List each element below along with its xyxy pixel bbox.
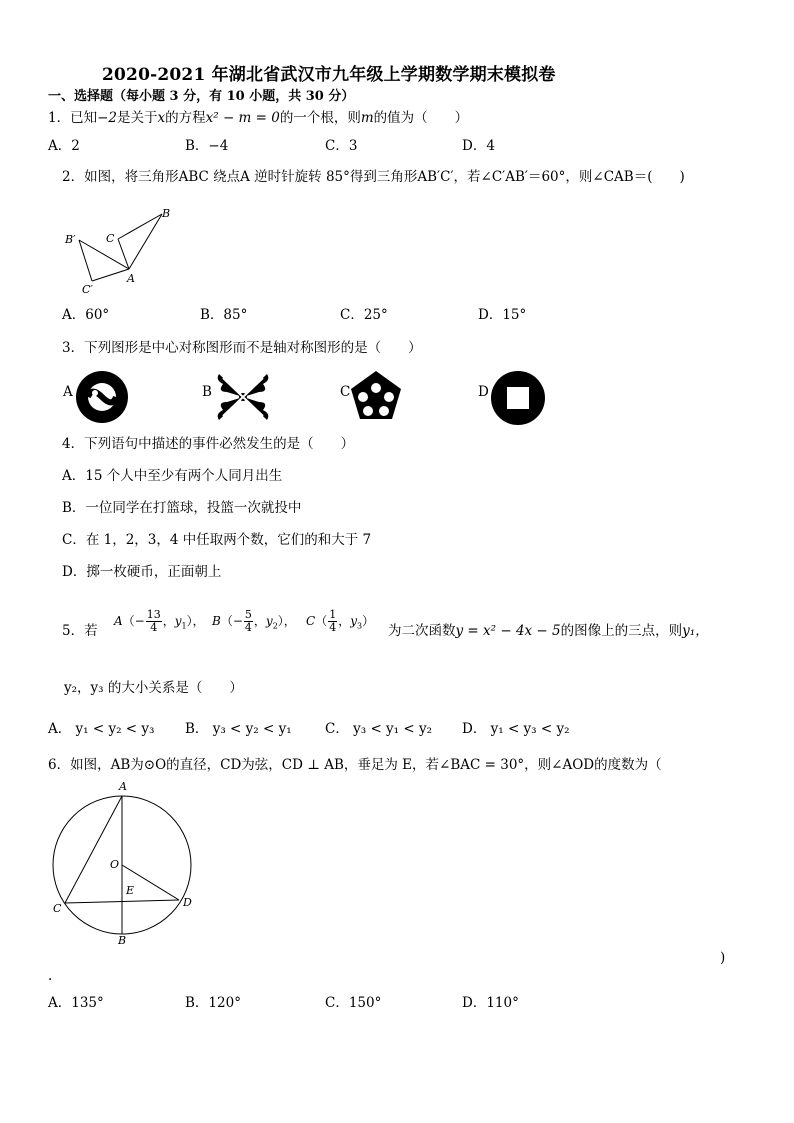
q5-point-b: B（− $\frac{5}{4}$ ，$y_2$）， <box>212 608 296 634</box>
q5-function: y = x² − 4x − 5 <box>455 623 561 639</box>
q2-option-d: D．15° <box>478 307 527 323</box>
q5-c-den: 4 <box>329 621 337 634</box>
q5-c-num: 1 <box>329 608 337 621</box>
q2-option-b: B．85° <box>200 307 248 323</box>
q1-equation: x² − m = 0 <box>205 110 280 126</box>
q6-option-a: A．135° <box>48 995 104 1011</box>
q1-text-a: 1．已知 <box>48 110 98 126</box>
page-title: 2020-2021 年湖北省武汉市九年级上学期数学期末模拟卷 <box>102 65 556 85</box>
label-b: B <box>118 934 127 947</box>
q5-mid: 为二次函数 <box>388 623 456 639</box>
label-b-prime: B′ <box>65 233 76 246</box>
q5-b-num: 5 <box>244 608 252 621</box>
q4-option-c: C．在 1，2，3，4 中任取两个数，它们的和大于 7 <box>62 532 372 548</box>
q5-option-d: D． y₁ < y₃ < y₂ <box>462 721 570 737</box>
label-c: C <box>53 902 62 915</box>
q1-text-g: 的一个根，则 <box>279 110 361 126</box>
q5-point-b-label: B <box>212 614 221 628</box>
q5-lead: 5．若 <box>62 623 98 639</box>
q3-figure-b-bowtie-icon <box>213 370 273 424</box>
question-3: 3．下列图形是中心对称图形而不是轴对称图形的是（ ） <box>62 340 422 356</box>
q5-option-b: B． y₃ < y₂ < y₁ <box>185 721 292 737</box>
q1-option-a: A．2 <box>48 138 80 154</box>
q3-label-a: A <box>63 384 73 400</box>
label-c-prime: C′ <box>82 283 93 295</box>
q5-y1: y₁， <box>682 623 709 639</box>
q2-triangle-figure <box>58 203 183 295</box>
q5-point-c: C（ $\frac{1}{4}$ ，$y_3$） <box>306 608 375 634</box>
q6-circle-figure <box>48 776 198 948</box>
q3-label-b: B <box>202 384 212 400</box>
label-b: B <box>162 207 171 220</box>
q4-option-a: A．15 个人中至少有两个人同月出生 <box>62 468 283 484</box>
q6-close-paren: ) <box>720 950 726 966</box>
label-c: C <box>106 232 115 245</box>
label-o: O <box>110 858 120 871</box>
q5-a-num: 13 <box>146 608 161 621</box>
q6-option-d: D．110° <box>462 995 519 1011</box>
q3-figure-d-coin-icon <box>490 370 546 426</box>
q6-dot: . <box>48 968 53 984</box>
q3-label-d: D <box>478 384 489 400</box>
q1-option-b: B．−4 <box>185 138 229 154</box>
label-a: A <box>127 272 135 285</box>
q1-neg2: −2 <box>97 110 117 126</box>
q2-option-c: C．25° <box>340 307 388 323</box>
q1-var-m: m <box>360 110 374 126</box>
label-a: A <box>119 780 127 793</box>
q1-text-c: 是关于 <box>117 110 158 126</box>
q3-figure-c-pentagon-icon <box>348 368 404 424</box>
q1-var-x: x <box>157 110 166 126</box>
q4-option-b: B．一位同学在打篮球，投篮一次就投中 <box>62 500 302 516</box>
q1-text-e: 的方程 <box>165 110 206 126</box>
q5-point-c-label: C <box>306 614 316 628</box>
question-2: 2．如图，将三角形ABC 绕点A 逆时针旋转 85°得到三角形AB′C′，若∠C′AB′＝60°，则∠CAB＝( ) <box>62 169 685 185</box>
q5-a-den: 4 <box>150 621 158 634</box>
q3-label-c: C <box>340 384 351 400</box>
q6-option-c: C．150° <box>325 995 382 1011</box>
q3-figure-a-taiji-icon <box>75 370 129 424</box>
q6-option-b: B．120° <box>185 995 241 1011</box>
question-1 <box>48 106 468 126</box>
q4-option-d: D．掷一枚硬币，正面朝上 <box>62 564 222 580</box>
q1-text-i: 的值为（ ） <box>373 110 469 126</box>
q5-tail: 的图像上的三点，则 <box>560 623 683 639</box>
q5-b-den: 4 <box>244 621 252 634</box>
section-heading: 一、选择题（每小题 3 分，有 10 小题，共 30 分） <box>48 89 355 104</box>
q5-point-a-label: A <box>114 614 123 628</box>
q5-point-a: A（− $\frac{13}{4}$ ，$y_1$）， <box>114 608 205 634</box>
question-6: 6．如图，AB为⊙O的直径，CD为弦，CD ⊥ AB，垂足为 E，若∠BAC = 30°，则∠AOD的度数为（ <box>48 757 662 773</box>
q2-option-a: A．60° <box>62 307 110 323</box>
question-4: 4．下列语句中描述的事件必然发生的是（ ） <box>62 436 355 452</box>
label-d: D <box>183 896 192 909</box>
q1-option-c: C．3 <box>325 138 358 154</box>
q1-option-d: D．4 <box>462 138 495 154</box>
q5-option-a: A． y₁ < y₂ < y₃ <box>48 721 155 737</box>
label-e: E <box>126 884 135 897</box>
q5-line-2: y₂，y₃ 的大小关系是（ ） <box>64 680 243 696</box>
q5-text-mid <box>388 619 709 639</box>
q5-option-c: C． y₃ < y₁ < y₂ <box>325 721 433 737</box>
